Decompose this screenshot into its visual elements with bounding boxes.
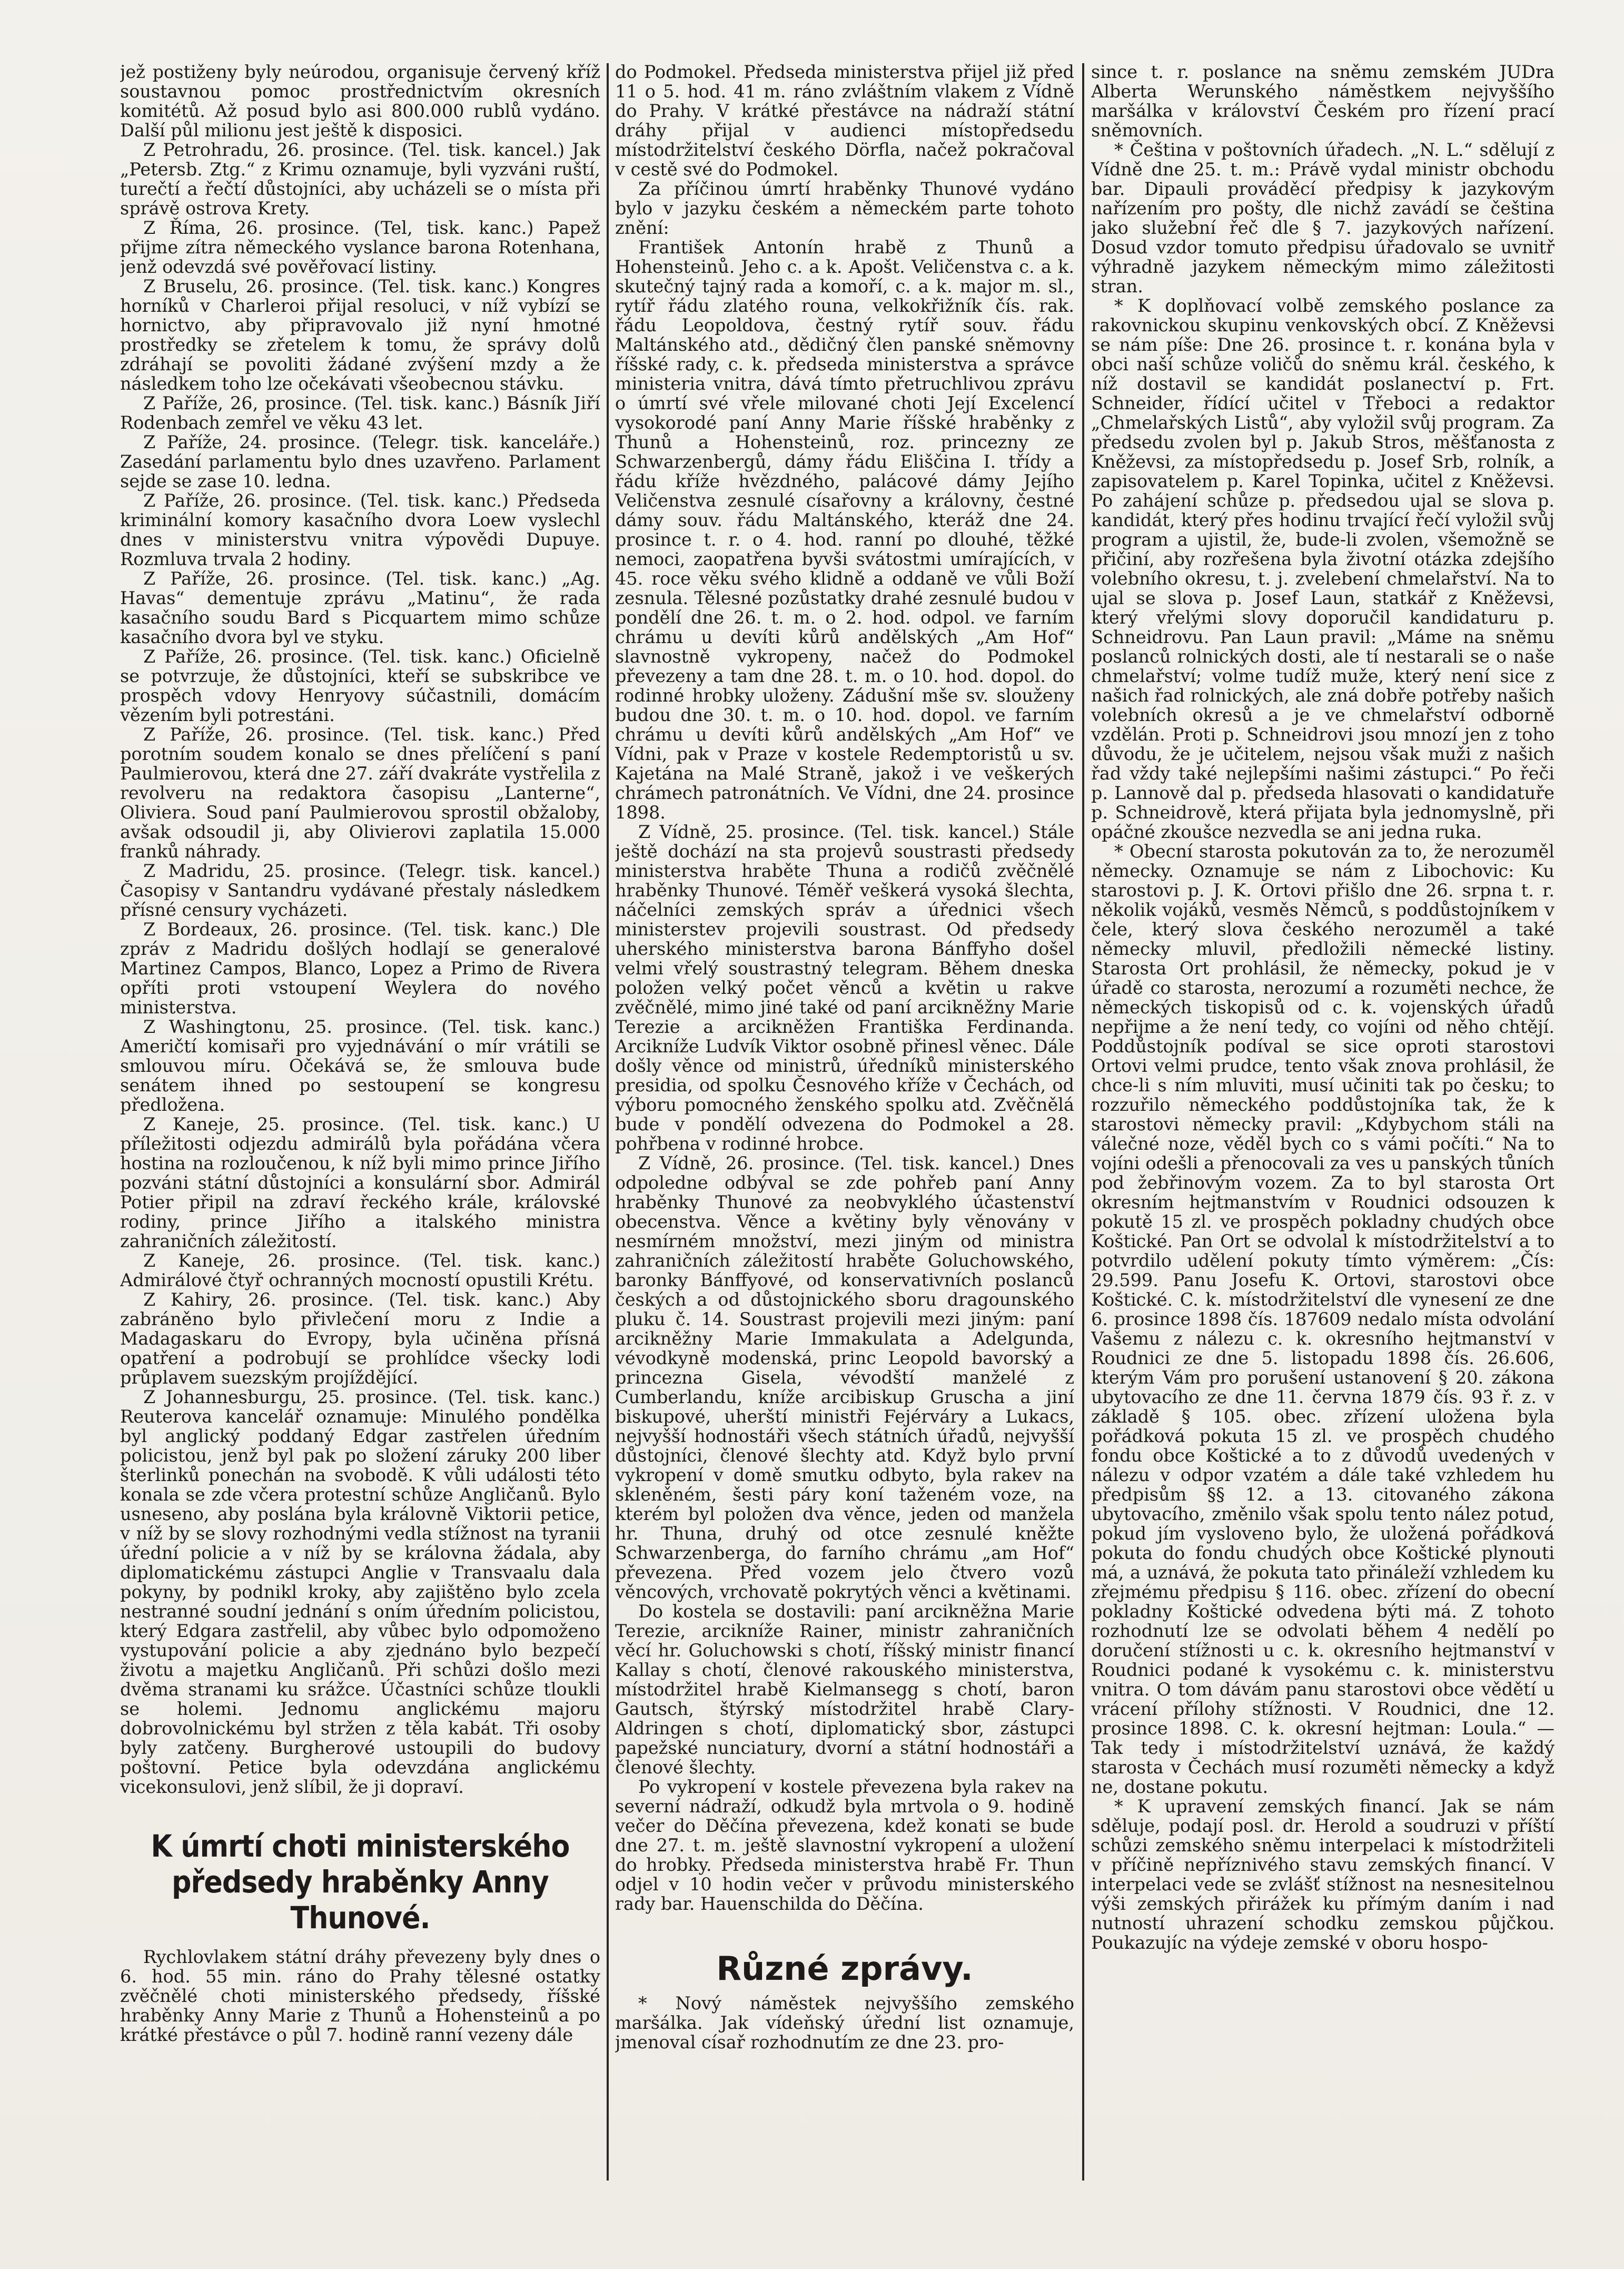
article-paragraph: jež postiženy byly neúrodou, organisuje červený kříž soustavnou pomoc prostřednictvím okresních komitétů. Až posud bylo asi 800.000 rublů vydáno. Další půl milionu jest ještě k disposici. [120, 62, 600, 141]
column-divider [607, 63, 609, 2181]
article-paragraph: Do kostela se dostavili: paní arcikněžna Marie Terezie, arcikníže Rainer, ministr zahraničních věcí hr. Goluchowski s chotí, říšský ministr financí Kallay s chotí, členové rakouského ministerstva, místodržitel hrabě Kielmansegg s chotí, baron Gautsch, štýrský místodržitel hrabě Clary-Aldringen s chotí, diplomatický sbor, zástupci papežské nunciatury, dvorní a státní hodnostáři a členové šlechty. [615, 1601, 1074, 1778]
telegram-viden: Z Vídně, 26. prosince. (Tel. tisk. kancel.) Dnes odpoledne odbýval se zde pohřeb paní Anny hraběnky Thunové za neobvyklého účastenství obecenstva. Věnce a květiny byly věnovány v nesmírném množství, mezi jiným od ministra zahraničních záležitostí hraběte Goluchowského, baronky Bánffyové, od konservativních poslanců českých a od důstojnického sboru dragounského pluku č. 14. Soustrast projevili mezi jiným: paní arcikněžny Marie Immakulata a Adelgunda, vévodkyně modenská, princ Leopold bavorský a princezna Gisela, vévodští manželé z Cumberlandu, kníže arcibiskup Gruscha a jiní biskupové, uherští ministři Fejérváry a Lukacs, nejvyšší hodnostáři všech státních úřadů, nejvyšší důstojníci, členové šlechty atd. Když bylo první vykropení v domě smutku odbyto, byla rakev na skleněném, šesti páry koní taženém voze, na kterém byl položen dva věnce, jeden od manžela hr. Thuna, druhý od otce zesnulé kněžte Schwarzenberga, do farního chrámu „am Hof“ převezena. Před vozem jelo čtvero vozů věncových, vrchovatě pokrytých věnci a květinami. [615, 1153, 1074, 1602]
telegram-kaneje: Z Kaneje, 26. prosince. (Tel. tisk. kanc.) Admirálové čtyř ochranných mocností opustili Krétu. [120, 1250, 600, 1290]
column-left [120, 62, 600, 2185]
article-paragraph: Za příčinou úmrtí hraběnky Thunové vydáno bylo v jazyku českém a německém parte tohoto znění: [615, 179, 1074, 238]
column-divider [1082, 63, 1084, 2181]
telegram-petrohrad: Z Petrohradu, 26. prosince. (Tel. tisk. kancel.) Jak „Petersb. Ztg.“ z Krimu oznamuje, byli vyzváni ruští, turečtí a řečtí důstojníci, aby ucházeli se o místa při správě ostrova Krety. [120, 140, 600, 219]
telegram-johannesburg: Z Johannesburgu, 25. prosince. (Tel. tisk. kanc.) Reuterova kancelář oznamuje: Minulého pondělka byl anglický poddaný Edgar zastřelen úředním policistou, jenž byl pak po složení záruky 200 liber šterlinků ponechán na svobodě. K vůli události této konala se zde včera protestní schůze Angličanů. Bylo usneseno, aby poslána byla královně Viktorii petice, v níž by se slovy rozhodnými vedla stížnost na tyranii úřední policie a v níž by se královna žádala, aby diplomatickému zástupci Anglie v Transvaalu dala pokyny, by podnikl kroky, aby zajištěno bylo zcela nestranné soudní jednání s oním úředním policistou, který Edgara zastřelil, aby vůbec bylo odpomoženo vystupování policie a aby zjednáno bylo bezpečí životu a majetku Angličanů. Při schůzi došlo mezi dvěma stranami ku srážce. Účastníci schůze tloukli se holemi. Jednomu anglickému majoru dobrovolnickému byl stržen z těla kabát. Tři osoby byly zatčeny. Burgherové ustoupili do budovy poštovní. Petice byla odevzdána anglickému vicekonsulovi, jenž slíbil, že ji dopraví. [120, 1387, 600, 1797]
news-item: * Obecní starosta pokutován za to, že nerozuměl německy. Oznamuje se nám z Libochovic: Ku starostovi p. J. K. Ortovi přišlo dne 26. srpna t. r. několik vojáků, vesměs Němců, s poddůstojníkem v čele, který slova českého nerozuměl a také německy mluvil, předložili německé listiny. Starosta Ort prohlásil, že německy, pokud je v úřadě co starosta, nerozumí a rozuměti nechce, že německých tiskopisů od c. k. vojenských úřadů nepřijme a že není tedy, co vojíni od něho chtějí. Poddůstojník podíval se sice oproti starostovi Ortovi velmi prudce, tento však znova prohlásil, že chce-li s ním mluviti, musí učiniti tak po česku; to rozzuřilo německého poddůstojníka tak, že k starostovi německy pravil: „Kdybychom stáli na válečné noze, věděl bych co s vámi počíti.“ Na to vojíni odešli a přenocovali za ves u panských tůních pod žebřinovým vozem. Za to byl starosta Ort okresním hejtmanstvím v Roudnici odsouzen k pokutě 15 zl. ve prospěch pokladny chudých obce Koštické. Pan Ort se odvolal k místodržitelství a to potvrdilo udělení pokuty tímto výměrem: „Čís: 29.599. Panu Josefu K. Ortovi, starostovi obce Koštické. C. k. místodržitelství dle vynesení ze dne 6. prosince 1898 čís. 187609 nedalo místa odvolání Vašemu z nálezu c. k. okresního hejtmanství v Roudnici ze dne 5. listopadu 1898 čís. 26.606, kterým Vám pro porušení ustanovení § 20. zákona ubytovacího ze dne 11. června 1879 čís. 93 ř. z. v základě § 105. obec. zřízení uložena byla pořádková pokuta 15 zl. ve prospěch chudého fondu obce Koštické a to z důvodů uvedených v nálezu v odpor vzatém a dále také vzhledem hu předpisům §§ 12. a 13. citovaného zákona ubytovacího, změnilo však spolu tento nález potud, pokud jím vysloveno bylo, že uložená pořádková pokuta do fondu chudých obce Koštické plynouti má, a uznává, že pokuta tato přináleží vzhledem ku zřejmému předpisu § 116. obec. zřízení do obecní pokladny Koštické odvedena býti má. Z tohoto rozhodnutí lze se odvolati během 4 nedělí po doručení stížnosti u c. k. okresního hejtmanství v Roudnici podané k vysokému c. k. ministerstvu vnitra. O tom dávám panu starostovi obce vědětí u vrácení přílohy stížnosti. V Roudnici, dne 12. prosince 1898. C. k. okresní hejtman: Loula.“ — Tak tedy i místodržitelství uznává, že každý starosta v Čechách musí rozuměti německy a když ne, dostane pokutu. [1091, 841, 1554, 1797]
telegram-madrid: Z Madridu, 25. prosince. (Telegr. tisk. kancel.) Časopisy v Santandru vydávané přestaly následkem přísné censury vycházeti. [120, 861, 600, 920]
telegram-brusel: Z Bruselu, 26. prosince. (Tel. tisk. kanc.) Kongres horníků v Charleroi přijal resoluci, v níž vybízí se hornictvo, aby připravovalo již nyní hmotné prostředky se zřetelem k tomu, že správy dolů zdráhají se povoliti žádané zvýšení mzdy a že následkem toho lze očekávati všeobecnou stávku. [120, 276, 600, 394]
telegram-pariz: Z Paříže, 26. prosince. (Tel. tisk. kanc.) Před porotním soudem konalo se dnes přelíčení s paní Paulmierovou, která dne 27. září dvakráte vystřelila z revolveru na redaktora časopisu „Lanterne“, Oliviera. Soud paní Paulmierovou sprostil obžaloby, avšak odsoudil ji, aby Olivierovi zaplatila 15.000 franků náhrady. [120, 724, 600, 862]
section-heading: Různé zprávy. [716, 1949, 973, 1988]
column-right [1091, 62, 1554, 2185]
telegram-bordeaux: Z Bordeaux, 26. prosince. (Tel. tisk. kanc.) Dle zpráv z Madridu došlých hodlají se generalové Martinez Campos, Blanco, Lopez a Primo de Rivera opříti proti vstoupení Weylera do nového ministerstva. [120, 919, 600, 1018]
telegram-pariz: Z Paříže, 24. prosince. (Telegr. tisk. kanceláře.) Zasedání parlamentu bylo dnes uzavřeno. Parlament sejde se zase 10. ledna. [120, 432, 600, 491]
news-item: * K upravení zemských financí. Jak se nám sděluje, podají posl. dr. Herold a soudruzi v příští schůzi zemského sněmu interpelaci k místodržiteli v příčině nepříznivého stavu zemských financí. V interpelaci vede se zvlášť stížnost na nesnesitelnou výši zemských přirážek ku přímým daním i nad nutností uhrazení schodku zemskou půjčkou. Poukazujíc na výdeje zemské v oboru hospo- [1091, 1796, 1554, 1953]
news-item: * Nový náměstek nejvyššího zemského maršálka. Jak vídeňský úřední list oznamuje, jmenoval císař rozhodnutím ze dne 23. pro- [615, 1993, 1074, 2053]
telegram-pariz: Z Paříže, 26. prosince. (Tel. tisk. kanc.) Předseda kriminální komory kasačního dvora Loew vyslechl dnes v ministerstvu vnitra výpovědi Dupuye. Rozmluva trvala 2 hodiny. [120, 490, 600, 569]
telegram-viden: Z Vídně, 25. prosince. (Tel. tisk. kancel.) Stále ještě dochází na sta projevů soustrasti předsedy ministerstva hraběte Thuna a rodičů zvěčnělé hraběnky Thunové. Téměř veškerá vysoká šlechta, náčelníci zemských správ a úřednici všech ministerstev projevili soustrast. Od předsedy uherského ministerstva barona Bánffyho došel velmi vřelý soustrastný telegram. Během dneska položen velký počet věnců a květin u rakve zvěčnělé, mimo jiné také od paní arcikněžny Marie Terezie a arcikněžen Františka Ferdinanda. Arciknížе Ludvík Viktor osobně přinesl věnec. Dále došly věnce od ministrů, úředníků ministerského presidia, od spolku Česnového kříže v Čechách, od výboru pomocného ženského spolku atd. Zvěčnělá bude v pondělí odvezena do Podmokel a 28. pohřbena v rodinné hrobce. [615, 822, 1074, 1154]
telegram-kaneje: Z Kaneje, 25. prosince. (Tel. tisk. kanc.) U příležitosti odjezdu admirálů byla pořádána včera hostina na rozloučenou, k níž byli mimo prince Jiřího pozváni státní důstojníci a konsulární sbor. Admirál Potier připil na zdraví řeckého krále, královské rodiny, prince Jiřího a italského ministra zahraničních záležitostí. [120, 1114, 600, 1251]
telegram-kahira: Z Kahiry, 26. prosince. (Tel. tisk. kanc.) Aby zabráněno bylo přivlečení moru z Indie a Madagaskaru do Evropy, byla učiněna přísná opatření a podrobují se prohlídce všecky lodi průplavem suezským projíždějící. [120, 1289, 600, 1388]
article-paragraph: do Podmokel. Předseda ministerstva přijel již před 11 o 5. hod. 41 m. ráno zvláštním vlakem z Vídně do Prahy. V krátké přestávce na nádraží státní dráhy přijal v audienci místopředsedu místodržitelství českého Dörfla, načež pokračoval v cestě své do Podmokel. [615, 62, 1074, 180]
telegram-washington: Z Washingtonu, 25. prosince. (Tel. tisk. kanc.) Američtí komisaři pro vyjednávání o mír vrátili se smlouvou míru. Očekává se, že smlouva bude senátem ihned po sestoupení se kongresu předložena. [120, 1017, 600, 1115]
news-item: * Čeština v poštovních úřadech. „N. L.“ sdělují z Vídně dne 25. t. m.: Právě vydal ministr obchodu bar. Dipauli prováděcí předpisy k jazykovým nařízením pro pošty, dle nichž zavádí se čeština jako služební řeč dle § 7. jazykových nařízení. Dosud vzdor tomuto předpisu úřadovalo se uvnitř výhradně jazykem německým mimo záležitosti stran. [1091, 140, 1554, 297]
telegram-rim: Z Říma, 26. prosince. (Tel, tisk. kanc.) Papež přijme zítra německého vyslance barona Rotenhana, jenž odevzdá své pověřovací listiny. [120, 218, 600, 277]
article-paragraph: Po vykropení v kostele převezena byla rakev na severní nádraží, odkudž byla mrtvola o 9. hodině večer do Děčína převezena, kdež konati se bude dne 27. t. m. ještě slavnostní vykropení a uložení do hrobky. Předseda ministerstva hrabě Fr. Thun odjel v 10 hodin večer v průvodu ministerského rady bar. Hauenschilda do Děčína. [615, 1777, 1074, 1914]
telegram-pariz: Z Paříže, 26. prosince. (Tel. tisk. kanc.) Oficielně se potvrzuje, že důstojníci, kteří se subskribce ve prospěch vdovy Henryovy súčastnili, domácím vězením byli potrestáni. [120, 646, 600, 725]
telegram-pariz: Z Paříže, 26. prosince. (Tel. tisk. kanc.) „Ag. Havas“ dementuje zprávu „Matinu“, že rada kasačního soudu Bard s Picquartem mimo schůze kasačního dvora byl ve styku. [120, 568, 600, 647]
article-paragraph: Rychlovlakem státní dráhy převezeny byly dnes o 6. hod. 55 min. ráno do Prahy tělesné ostatky zvěčnělé choti ministerského předsedy, říšské hraběnky Anny Marie z Thunů a Hohensteinů a po krátké přestávce o půl 7. hodině ranní vezeny dále [120, 1947, 600, 2045]
column-middle [615, 62, 1074, 2185]
article-heading: K úmrtí choti ministerského předsedy hraběnky Anny Thunové. [151, 1828, 570, 1936]
news-item: * K doplňovací volbě zemského poslance za rakovnickou skupinu venkovských obcí. Z Kněževsi se nám píše: Dne 26. prosince t. r. konána byla v obci naší schůze voličů do sněmu král. českého, k níž dostavil se kandidát poslanectví p. Frt. Schneider, řídící učitel v Třeboci a redaktor „Chmelařských Listů“, aby vyložil svůj program. Za předsedu zvolen byl p. Jakub Stros, měšťanosta z Kněževsi, za místopředsedu p. Josef Srb, rolník, a zapisovatelem p. Karel Topinka, učitel z Kněževsi. Po zahájení schůze p. předsedou ujal se slova p. kandidát, který přes hodinu trvající řečí vyložil svůj program a ujistil, že, bude-li zvolen, všemožně se přičiní, aby rozřešena byla životní otázka zdejšího volebního okresu, t. j. zvelebení chmelařství. Na to ujal se slova p. Josef Laun, statkář z Kněževsi, který vřelými slovy doporučil kandidaturu p. Schneidrovu. Pan Laun pravil: „Máme na sněmu poslanců rolnických dosti, ale tí nestarali se o naše chmelařství; volme tudíž muže, který není sice z našich řad rolnických, ale zná dobře potřeby našich volebních okresů a je ve chmelařství odborně vzdělán. Proti p. Schneidrovi jsou mnozí jen z toho důvodu, že je učitelem, nejsou však muži z našich řad vždy také nejlepšími našimi zástupci.“ Po řeči p. Lannově dal p. předseda hlasovati o kandidatuře p. Schneidrově, která přijata byla jednomyslně, při opáčné zkoušce nezvedla se ani jedna ruka. [1091, 295, 1554, 842]
death-notice: František Antonín hrabě z Thunů a Hohensteinů. Jeho c. a k. Apošt. Veličenstva c. a k. skutečný tajný rada a komoří, c. a k. major m. sl., rytíř řádu zlatého rouna, velkokřižník čís. rak. řádu Leopoldova, čestný rytíř souv. řádu Maltánského atd., dědičný člen panské sněmovny říšské rady, c. k. předseda ministerstva a správce ministeria vnitra, dává tímto přetruchlivou zprávu o úmrtí své vřele milované choti Její Excelencí vysokorodé paní Anny Marie říšské hraběnky z Thunů a Hohensteinů, roz. princezny ze Schwarzenbergů, dámy řádu Eliščina I. třídy a řádu kříže hvězdného, palácové dámy Jejího Veličenstva zesnulé císařovny a královny, čestné dámy souv. řádu Maltánského, kteráž dne 24. prosince t. r. o 4. hod. ranní po dlouhé, těžké nemoci, zaopatřena byvši svátostmi umírajících, v 45. roce věku svého klidně a oddaně ve vůli Boží zesnula. Tělesné pozůstatky drahé zesnulé budou v pondělí dne 26. t. m. o 2. hod. odpol. ve farním chrámu u devíti kůrů andělských „Am Hof“ slavnostně vykropeny, načež do Podmokel převezeny a tam dne 28. t. m. o 10. hod. dopol. do rodinné hrobky uloženy. Zádušní mše sv. slouženy budou dne 30. t. m. o 10. hod. dopol. ve farním chrámu u devíti kůrů andělských „Am Hof“ ve Vídni, pak v Praze v kostele Redemptoristů u sv. Kajetána na Malé Straně, jakož i ve veškerých chrámech patronátních. Ve Vídni, dne 24. prosince 1898. [615, 237, 1074, 823]
telegram-pariz: Z Paříže, 26, prosince. (Tel. tisk. kanc.) Básník Jiří Rodenbach zemřel ve věku 43 let. [120, 393, 600, 433]
news-item: since t. r. poslance na sněmu zemském JUDra Alberta Werunského náměstkem nejvyššího maršálka v království Českém pro řízení prací sněmovních. [1091, 62, 1554, 141]
